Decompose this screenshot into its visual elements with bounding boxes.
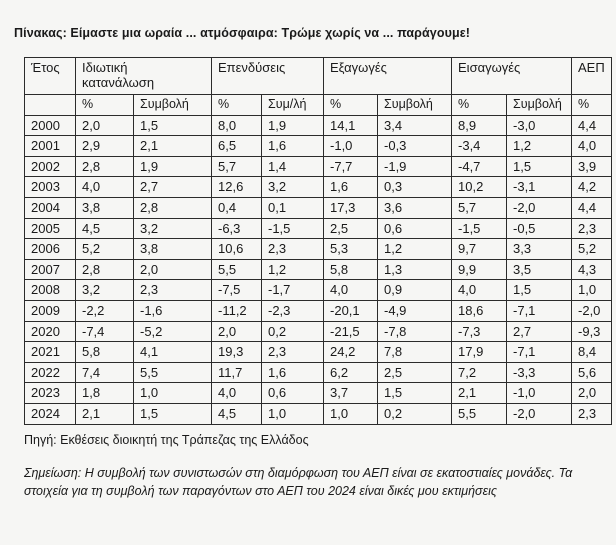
value-cell: 3,6 bbox=[378, 197, 452, 218]
value-cell: 6,5 bbox=[212, 136, 262, 157]
value-cell: 4,4 bbox=[572, 115, 612, 136]
subheader-cell: % bbox=[572, 95, 612, 116]
year-cell: 2021 bbox=[25, 342, 76, 363]
value-cell: -2,3 bbox=[262, 300, 324, 321]
value-cell: 5,6 bbox=[572, 362, 612, 383]
value-cell: 0,3 bbox=[378, 177, 452, 198]
value-cell: -3,1 bbox=[507, 177, 572, 198]
value-cell: 2,3 bbox=[134, 280, 212, 301]
value-cell: -3,4 bbox=[452, 136, 507, 157]
value-cell: 2,3 bbox=[572, 218, 612, 239]
table-row bbox=[25, 321, 612, 342]
value-cell: 0,2 bbox=[262, 321, 324, 342]
value-cell: 7,8 bbox=[378, 342, 452, 363]
year-cell: 2002 bbox=[25, 156, 76, 177]
header-private-consumption: Ιδιωτική κατανάλωση bbox=[76, 58, 212, 95]
value-cell: 2,7 bbox=[507, 321, 572, 342]
value-cell: 3,7 bbox=[324, 383, 378, 404]
value-cell: -1,0 bbox=[324, 136, 378, 157]
table-row bbox=[25, 280, 612, 301]
year-cell: 2024 bbox=[25, 403, 76, 424]
value-cell: -7,7 bbox=[324, 156, 378, 177]
value-cell: 0,1 bbox=[262, 197, 324, 218]
year-cell: 2006 bbox=[25, 239, 76, 260]
value-cell: -7,4 bbox=[76, 321, 134, 342]
value-cell: 14,1 bbox=[324, 115, 378, 136]
value-cell: 1,5 bbox=[134, 115, 212, 136]
value-cell: 4,2 bbox=[572, 177, 612, 198]
value-cell: 1,4 bbox=[262, 156, 324, 177]
value-cell: 7,2 bbox=[452, 362, 507, 383]
value-cell: -7,3 bbox=[452, 321, 507, 342]
value-cell: 1,0 bbox=[134, 383, 212, 404]
header-investment: Επενδύσεις bbox=[212, 58, 324, 95]
value-cell: 1,5 bbox=[507, 280, 572, 301]
year-cell: 2020 bbox=[25, 321, 76, 342]
value-cell: 3,9 bbox=[572, 156, 612, 177]
value-cell: 1,6 bbox=[324, 177, 378, 198]
value-cell: 1,0 bbox=[324, 403, 378, 424]
value-cell: -3,0 bbox=[507, 115, 572, 136]
value-cell: 9,7 bbox=[452, 239, 507, 260]
value-cell: -0,3 bbox=[378, 136, 452, 157]
value-cell: 2,3 bbox=[572, 403, 612, 424]
value-cell: 2,7 bbox=[134, 177, 212, 198]
table-title: Πίνακας: Είμαστε μια ωραία ... ατμόσφαιρα: Τρώμε χωρίς να ... παράγουμε! bbox=[14, 26, 470, 40]
value-cell: 1,6 bbox=[262, 362, 324, 383]
value-cell: -1,6 bbox=[134, 300, 212, 321]
table-row bbox=[25, 383, 612, 404]
value-cell: 8,0 bbox=[212, 115, 262, 136]
value-cell: -11,2 bbox=[212, 300, 262, 321]
value-cell: -3,3 bbox=[507, 362, 572, 383]
value-cell: 4,0 bbox=[324, 280, 378, 301]
value-cell: 1,9 bbox=[134, 156, 212, 177]
value-cell: 1,2 bbox=[507, 136, 572, 157]
value-cell: 5,2 bbox=[76, 239, 134, 260]
value-cell: 0,6 bbox=[378, 218, 452, 239]
header-row bbox=[25, 58, 612, 95]
value-cell: 3,5 bbox=[507, 259, 572, 280]
value-cell: 19,3 bbox=[212, 342, 262, 363]
value-cell: 3,4 bbox=[378, 115, 452, 136]
value-cell: 0,4 bbox=[212, 197, 262, 218]
value-cell: 1,0 bbox=[572, 280, 612, 301]
subheader-cell: Συμβολή bbox=[378, 95, 452, 116]
value-cell: 3,2 bbox=[262, 177, 324, 198]
value-cell: 5,7 bbox=[452, 197, 507, 218]
table-row bbox=[25, 300, 612, 321]
value-cell: 2,8 bbox=[134, 197, 212, 218]
value-cell: 1,5 bbox=[134, 403, 212, 424]
value-cell: 3,3 bbox=[507, 239, 572, 260]
value-cell: 17,9 bbox=[452, 342, 507, 363]
year-cell: 2000 bbox=[25, 115, 76, 136]
value-cell: -21,5 bbox=[324, 321, 378, 342]
source-note: Πηγή: Εκθέσεις διοικητή της Τράπεζας της Ελλάδος bbox=[24, 433, 309, 447]
value-cell: 1,2 bbox=[262, 259, 324, 280]
value-cell: 9,9 bbox=[452, 259, 507, 280]
value-cell: -1,5 bbox=[452, 218, 507, 239]
value-cell: 1,8 bbox=[76, 383, 134, 404]
subheader-cell: % bbox=[452, 95, 507, 116]
value-cell: -2,0 bbox=[507, 197, 572, 218]
value-cell: 2,1 bbox=[76, 403, 134, 424]
value-cell: 5,8 bbox=[76, 342, 134, 363]
value-cell: -7,1 bbox=[507, 342, 572, 363]
value-cell: 2,8 bbox=[76, 259, 134, 280]
value-cell: 4,0 bbox=[76, 177, 134, 198]
value-cell: 2,3 bbox=[262, 239, 324, 260]
subheader-row bbox=[25, 95, 612, 116]
value-cell: 4,3 bbox=[572, 259, 612, 280]
value-cell: -7,1 bbox=[507, 300, 572, 321]
value-cell: 6,2 bbox=[324, 362, 378, 383]
value-cell: -4,7 bbox=[452, 156, 507, 177]
year-cell: 2023 bbox=[25, 383, 76, 404]
table-row bbox=[25, 197, 612, 218]
value-cell: 5,2 bbox=[572, 239, 612, 260]
subheader-cell: % bbox=[324, 95, 378, 116]
subheader-cell: Συμ/λή bbox=[262, 95, 324, 116]
table-row bbox=[25, 259, 612, 280]
value-cell: -5,2 bbox=[134, 321, 212, 342]
value-cell: 4,0 bbox=[212, 383, 262, 404]
value-cell: 8,4 bbox=[572, 342, 612, 363]
value-cell: -20,1 bbox=[324, 300, 378, 321]
value-cell: 2,1 bbox=[134, 136, 212, 157]
value-cell: 4,0 bbox=[572, 136, 612, 157]
value-cell: 0,9 bbox=[378, 280, 452, 301]
subheader-cell bbox=[25, 95, 76, 116]
year-cell: 2009 bbox=[25, 300, 76, 321]
value-cell: 3,8 bbox=[134, 239, 212, 260]
value-cell: -6,3 bbox=[212, 218, 262, 239]
value-cell: 1,3 bbox=[378, 259, 452, 280]
value-cell: -2,2 bbox=[76, 300, 134, 321]
value-cell: -1,0 bbox=[507, 383, 572, 404]
value-cell: -2,0 bbox=[507, 403, 572, 424]
year-cell: 2022 bbox=[25, 362, 76, 383]
value-cell: 0,6 bbox=[262, 383, 324, 404]
value-cell: 2,3 bbox=[262, 342, 324, 363]
value-cell: 5,7 bbox=[212, 156, 262, 177]
gdp-components-table bbox=[24, 57, 612, 425]
value-cell: -7,8 bbox=[378, 321, 452, 342]
value-cell: 10,6 bbox=[212, 239, 262, 260]
value-cell: 5,5 bbox=[212, 259, 262, 280]
value-cell: 17,3 bbox=[324, 197, 378, 218]
value-cell: 1,2 bbox=[378, 239, 452, 260]
value-cell: 2,0 bbox=[134, 259, 212, 280]
table-row bbox=[25, 218, 612, 239]
value-cell: 5,3 bbox=[324, 239, 378, 260]
value-cell: 10,2 bbox=[452, 177, 507, 198]
subheader-cell: % bbox=[76, 95, 134, 116]
value-cell: -1,7 bbox=[262, 280, 324, 301]
value-cell: 2,5 bbox=[324, 218, 378, 239]
value-cell: 4,5 bbox=[76, 218, 134, 239]
value-cell: 12,6 bbox=[212, 177, 262, 198]
value-cell: 4,4 bbox=[572, 197, 612, 218]
table-row bbox=[25, 156, 612, 177]
value-cell: 3,2 bbox=[134, 218, 212, 239]
value-cell: 2,0 bbox=[212, 321, 262, 342]
header-imports: Εισαγωγές bbox=[452, 58, 572, 95]
value-cell: 1,5 bbox=[378, 383, 452, 404]
value-cell: 2,5 bbox=[378, 362, 452, 383]
value-cell: 24,2 bbox=[324, 342, 378, 363]
year-cell: 2001 bbox=[25, 136, 76, 157]
value-cell: 7,4 bbox=[76, 362, 134, 383]
value-cell: 1,6 bbox=[262, 136, 324, 157]
table-row bbox=[25, 115, 612, 136]
year-cell: 2003 bbox=[25, 177, 76, 198]
value-cell: 2,0 bbox=[572, 383, 612, 404]
value-cell: 4,5 bbox=[212, 403, 262, 424]
table-row bbox=[25, 342, 612, 363]
value-cell: -1,5 bbox=[262, 218, 324, 239]
subheader-cell: Συμβολή bbox=[507, 95, 572, 116]
value-cell: 4,0 bbox=[452, 280, 507, 301]
table-row bbox=[25, 239, 612, 260]
value-cell: 2,8 bbox=[76, 156, 134, 177]
value-cell: 1,0 bbox=[262, 403, 324, 424]
subheader-cell: % bbox=[212, 95, 262, 116]
subheader-cell: Συμβολή bbox=[134, 95, 212, 116]
value-cell: 1,5 bbox=[507, 156, 572, 177]
value-cell: 18,6 bbox=[452, 300, 507, 321]
year-cell: 2008 bbox=[25, 280, 76, 301]
value-cell: 5,8 bbox=[324, 259, 378, 280]
value-cell: 0,2 bbox=[378, 403, 452, 424]
header-gdp: ΑΕΠ bbox=[572, 58, 612, 95]
value-cell: 5,5 bbox=[452, 403, 507, 424]
header-year: Έτος bbox=[25, 58, 76, 95]
table-row bbox=[25, 136, 612, 157]
year-cell: 2004 bbox=[25, 197, 76, 218]
methodology-note: Σημείωση: Η συμβολή των συνιστωσών στη διαμόρφωση του ΑΕΠ είναι σε εκατοστιαίες μονάδες. Τα στοιχεία για τη συμβολή των παραγόντων στο ΑΕΠ του 2024 είναι δικές μου εκτιμήσεις bbox=[24, 466, 573, 498]
value-cell: -2,0 bbox=[572, 300, 612, 321]
value-cell: 3,8 bbox=[76, 197, 134, 218]
value-cell: -7,5 bbox=[212, 280, 262, 301]
table-row bbox=[25, 403, 612, 424]
value-cell: 2,0 bbox=[76, 115, 134, 136]
value-cell: -1,9 bbox=[378, 156, 452, 177]
table-row bbox=[25, 362, 612, 383]
table-row bbox=[25, 177, 612, 198]
value-cell: 3,2 bbox=[76, 280, 134, 301]
value-cell: 4,1 bbox=[134, 342, 212, 363]
value-cell: 5,5 bbox=[134, 362, 212, 383]
value-cell: -4,9 bbox=[378, 300, 452, 321]
value-cell: 11,7 bbox=[212, 362, 262, 383]
header-exports: Εξαγωγές bbox=[324, 58, 452, 95]
value-cell: 2,9 bbox=[76, 136, 134, 157]
value-cell: -0,5 bbox=[507, 218, 572, 239]
value-cell: 8,9 bbox=[452, 115, 507, 136]
value-cell: -9,3 bbox=[572, 321, 612, 342]
year-cell: 2007 bbox=[25, 259, 76, 280]
year-cell: 2005 bbox=[25, 218, 76, 239]
value-cell: 1,9 bbox=[262, 115, 324, 136]
value-cell: 2,1 bbox=[452, 383, 507, 404]
